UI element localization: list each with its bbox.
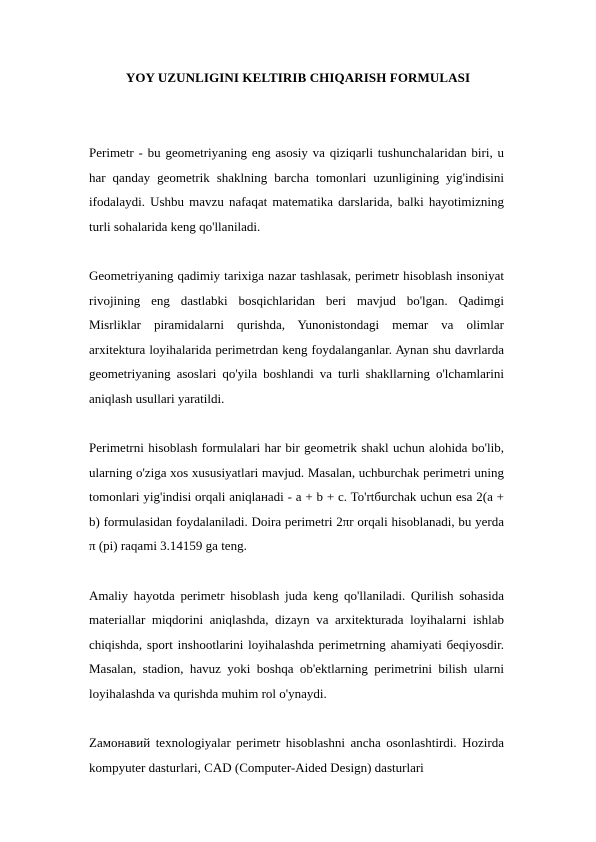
paragraph-modern-technology: Zамонавий texnologiyalar perimetr hisoblashni ancha osonlashtirdi. Hozirda kompyuter dasturlari, CAD (Computer-Aided Design) dasturlari	[89, 735, 504, 775]
document-body	[89, 141, 504, 805]
paragraph-history: Geometriyaning qadimiy tarixiga nazar tashlasak, perimetr hisoblash insoniyat rivojining eng dastlabki bosqichlaridan beri mavjud bo'lgan. Qadimgi Misrliklar piramidalarni qurishda, Yunonistondagi memar va olimlar arxitektura loyihalarida perimetrdan keng foydalanganlar. Aynan shu davrlarda geometriyaning asoslari qo'yila boshlandi va turli shakllarning o'lchamlarini aniqlash usullari yaratildi.	[89, 268, 504, 406]
document-title: YOY UZUNLIGINI KELTIRIB CHIQARISH FORMULASI	[125, 70, 471, 85]
paragraph-perimeter-definition: Perimetr - bu geometriyaning eng asosiy va qiziqarli tushunchalaridan biri, u har qanday geometrik shaklning barcha tomonlari uzunligining yig'indisini ifodalaydi. Ushbu mavzu nafaqat matematika darslarida, balki hayotimizning turli sohalarida keng qo'llaniladi.	[89, 145, 504, 234]
paragraph-formulas: Perimetrni hisoblash formulalari har bir geometrik shakl uchun alohida bo'lib, ularning o'ziga xos xususiyatlari mavjud. Masalan, uchburchak perimetri uning tomonlari yig'indisi orqali aniqlaнadi - a + b + c. To'rtбurchak uchun esa 2(a + b) formulasidan foydalaniladi. Doira perimetri 2πr orqali hisoblanadi, bu yerda π (pi) raqami 3.14159 ga teng.	[89, 440, 504, 553]
paragraph-practical-use: Amaliy hayotda perimetr hisoblash juda keng qo'llaniladi. Qurilish sohasida materiallar miqdorini aniqlashda, dizayn va arxitekturada loyihalarni ishlab chiqishda, sport inshootlarini loyihalashda perimetrning ahamiyati беqiyosdir. Masalan, stadion, havuz yoki boshqa ob'ektlarning perimetrini bilish ularni loyihalashda va qurishda muhim rol o'ynaydi.	[89, 587, 504, 701]
